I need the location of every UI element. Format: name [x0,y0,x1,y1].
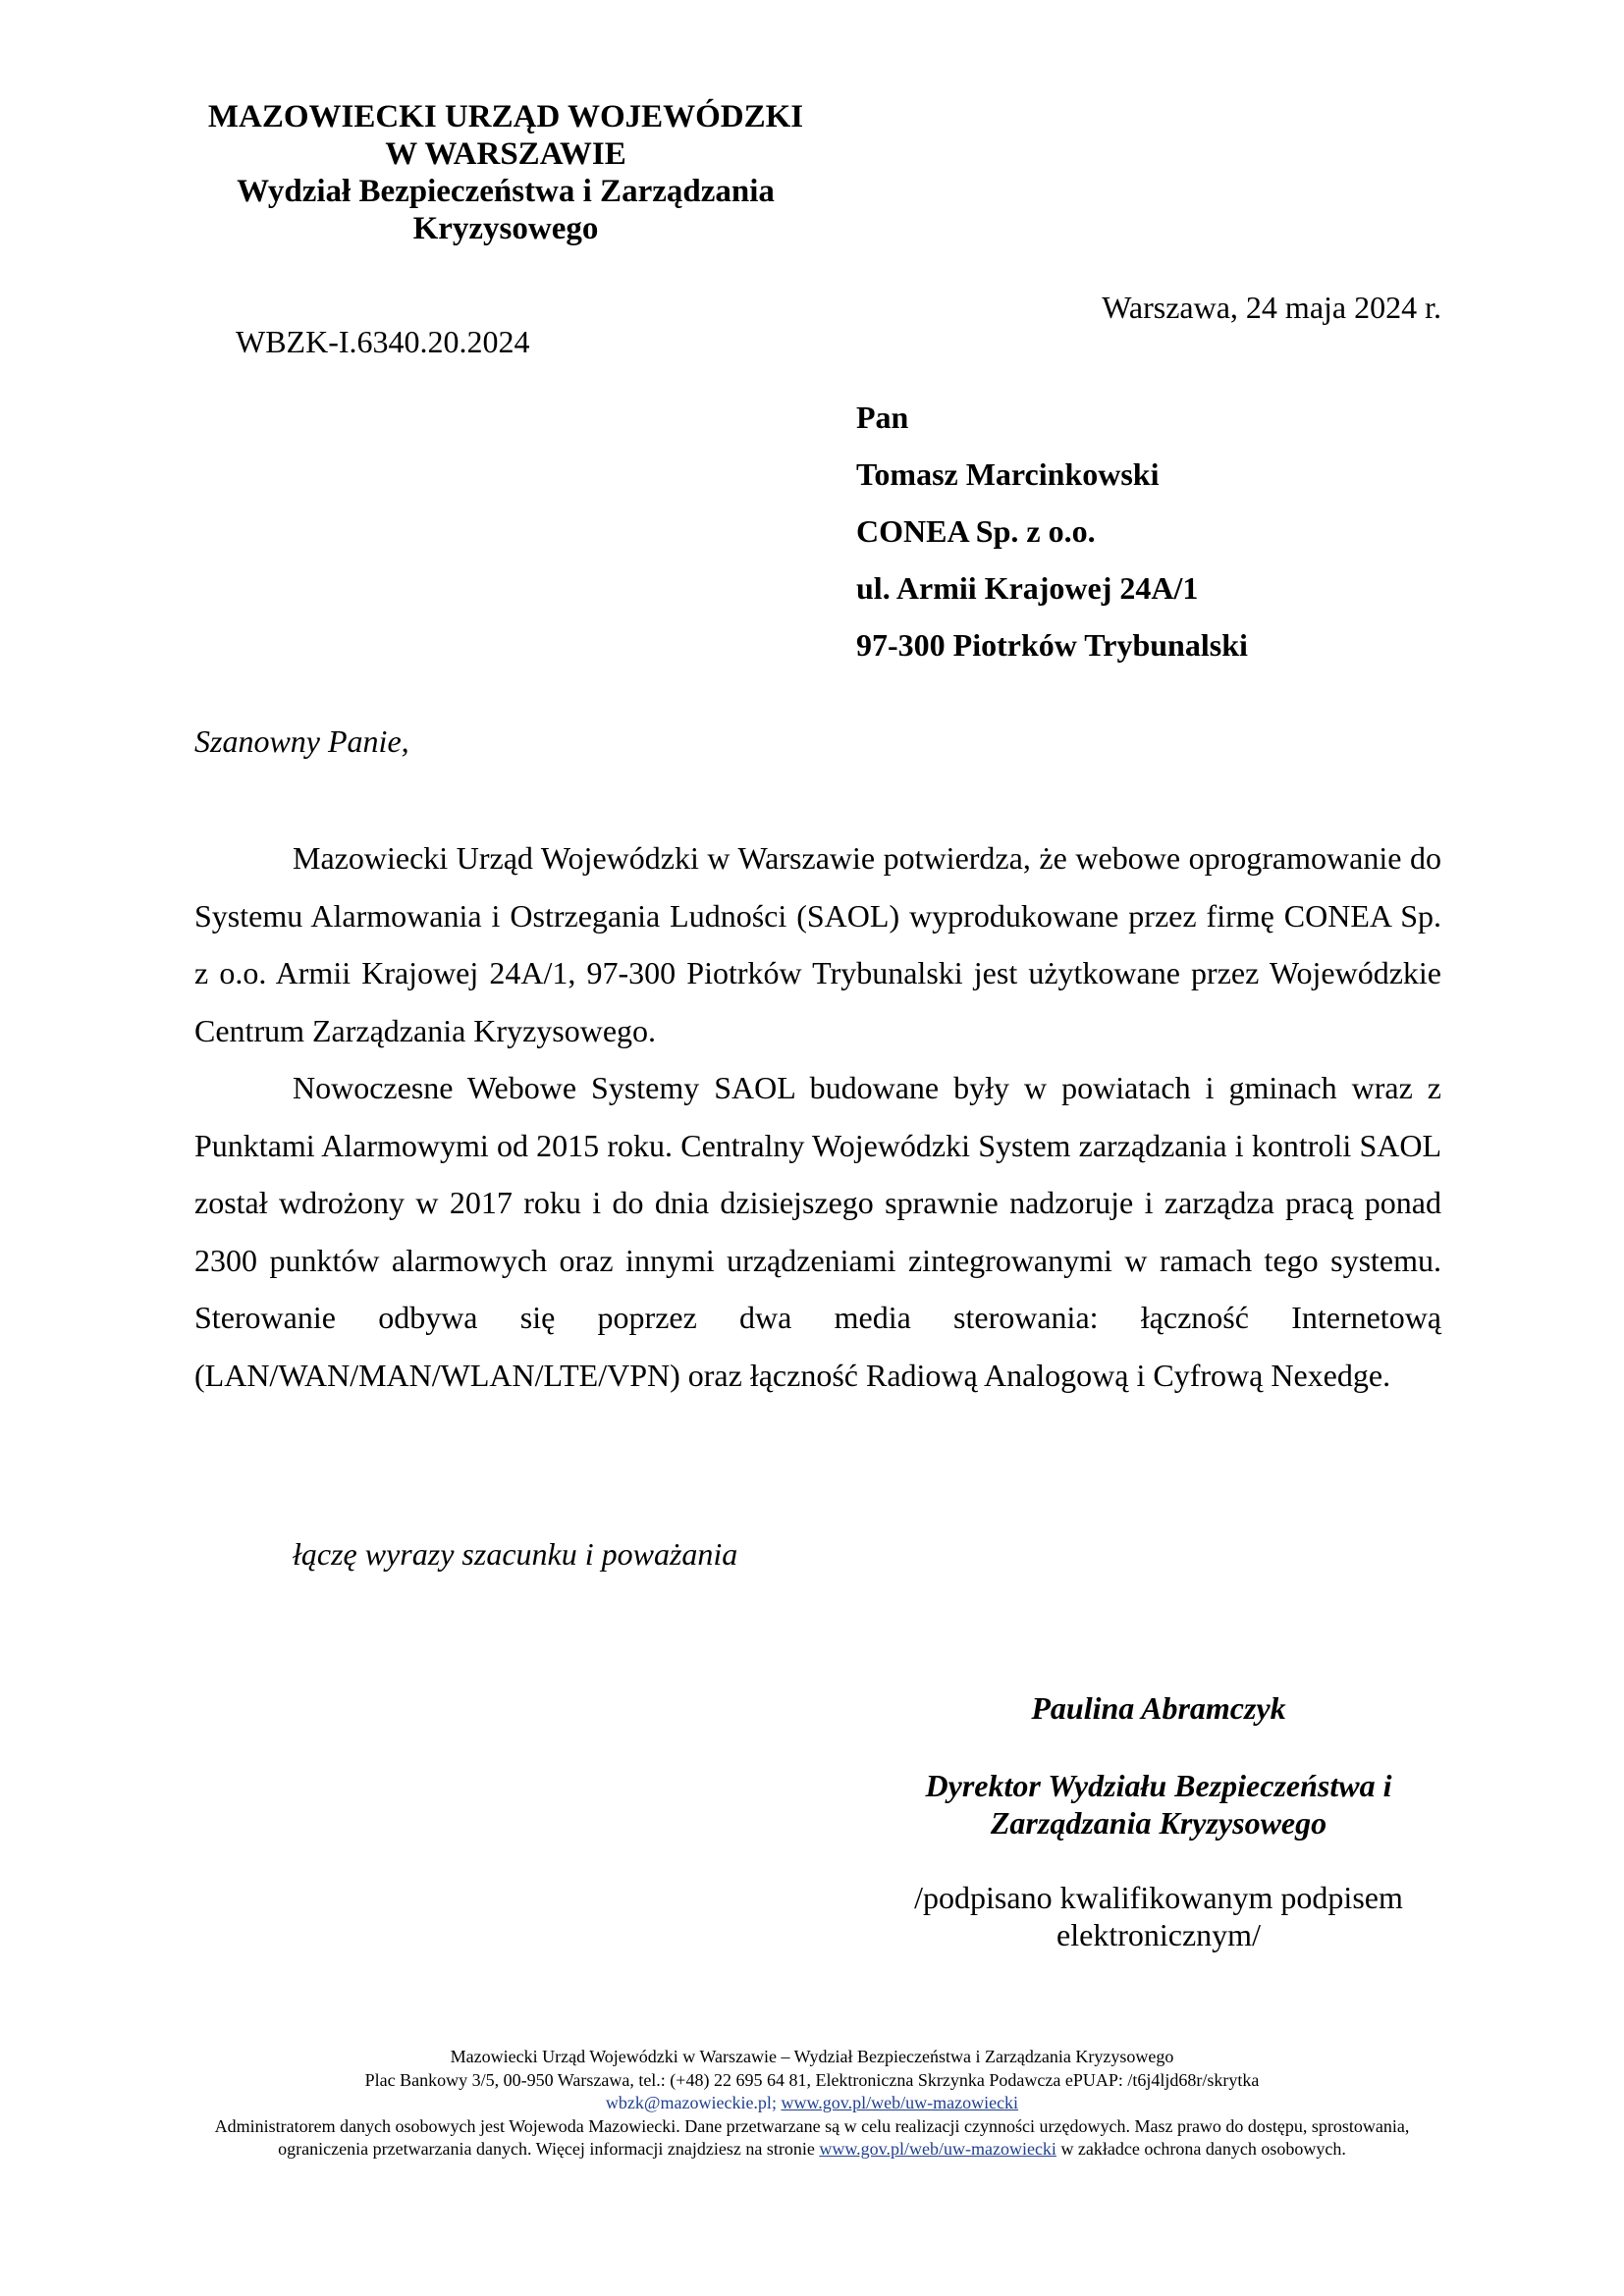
signature-note-line: elektronicznym/ [1056,1917,1261,1952]
signature-note-line: /podpisano kwalifikowanym podpisem [914,1880,1403,1915]
recipient-street: ul. Armii Krajowej 24A/1 [856,570,1199,606]
recipient-city: 97-300 Piotrków Trybunalski [856,627,1248,663]
recipient-company: CONEA Sp. z o.o. [856,513,1096,549]
footer-separator: ; [771,2093,782,2112]
signatory-title-line: Zarządzania Kryzysowego [990,1805,1327,1841]
recipient-name: Tomasz Marcinkowski [856,456,1160,492]
recipient-address [856,398,1248,682]
signature-note [864,1879,1453,1953]
footer-email-link[interactable]: wbzk@mazowieckie.pl [605,2093,772,2112]
letterhead-office: MAZOWIECKI URZĄD WOJEWÓDZKI [207,99,804,134]
footer-privacy-text: w zakładce ochrona danych osobowych. [1056,2139,1346,2159]
footer-privacy-link[interactable]: www.gov.pl/web/uw-mazowiecki [819,2139,1056,2159]
letterhead-department: Wydział Bezpieczeństwa i Zarządzania [237,174,775,209]
recipient-title: Pan [856,400,909,435]
footer-links [196,2092,1428,2115]
footer-office: Mazowiecki Urząd Wojewódzki w Warszawie – Wydział Bezpieczeństwa i Zarządzania Kryzysowego [450,2047,1174,2066]
letter-body [194,829,1441,1404]
footer-privacy-text: Administratorem danych osobowych jest Wojewoda Mazowiecki. Dane przetwarzane są w celu realizacji czynności urzędowych. Masz prawo do dostępu, sprostowania, ograniczenia przetwarzania danych. Więcej informacji znajdziesz na stronie [214,2115,1410,2159]
signatory-title [864,1767,1453,1842]
signatory-name: Paulina Abramczyk [1031,1690,1286,1726]
reference-number: WBZK-I.6340.20.2024 [236,324,530,359]
body-paragraph: Nowoczesne Webowe Systemy SAOL budowane były w powiatach i gminach wraz z Punktami Alarmowymi od 2015 roku. Centralny Wojewódzki System zarządzania i kontroli SAOL został wdrożony w 2017 roku i do dnia dzisiejszego sprawnie nadzoruje i zarządza pracą ponad 2300 punktów alarmowych oraz innymi urządzeniami zintegrowanymi w ramach tego systemu. Sterowanie odbywa się poprzez dwa media sterowania: łączność Internetową (LAN/WAN/MAN/WLAN/LTE/VPN) oraz łączność Radiową Analogową i Cyfrową Nexedge. [194,1070,1441,1393]
closing: łączę wyrazy szacunku i poważania [293,1536,738,1572]
footer-website-link[interactable]: www.gov.pl/web/uw-mazowiecki [781,2093,1019,2112]
footer-privacy [196,2115,1428,2162]
letter-date: Warszawa, 24 maja 2024 r. [1102,290,1441,325]
footer-contact: Plac Bankowy 3/5, 00-950 Warszawa, tel.: (+48) 22 695 64 81, Elektroniczna Skrzynka Podawcza ePUAP: /t6j4ljd68r/skrytka [364,2069,1260,2090]
greeting: Szanowny Panie, [194,723,409,759]
letterhead-city: W WARSZAWIE [385,136,626,172]
footer [196,2046,1428,2162]
signatory-title-line: Dyrektor Wydziału Bezpieczeństwa i [925,1768,1392,1803]
letterhead-department-cont: Kryzysowego [412,211,599,246]
body-paragraph: Mazowiecki Urząd Wojewódzki w Warszawie potwierdza, że webowe oprogramowanie do Systemu Alarmowania i Ostrzegania Ludności (SAOL) wyprodukowane przez firmę CONEA Sp. z o.o. Armii Krajowej 24A/1, 97-300 Piotrków Trybunalski jest użytkowane przez Wojewódzkie Centrum Zarządzania Kryzysowego. [194,840,1441,1048]
letterhead [187,98,825,247]
signature-block [864,1688,1453,1953]
